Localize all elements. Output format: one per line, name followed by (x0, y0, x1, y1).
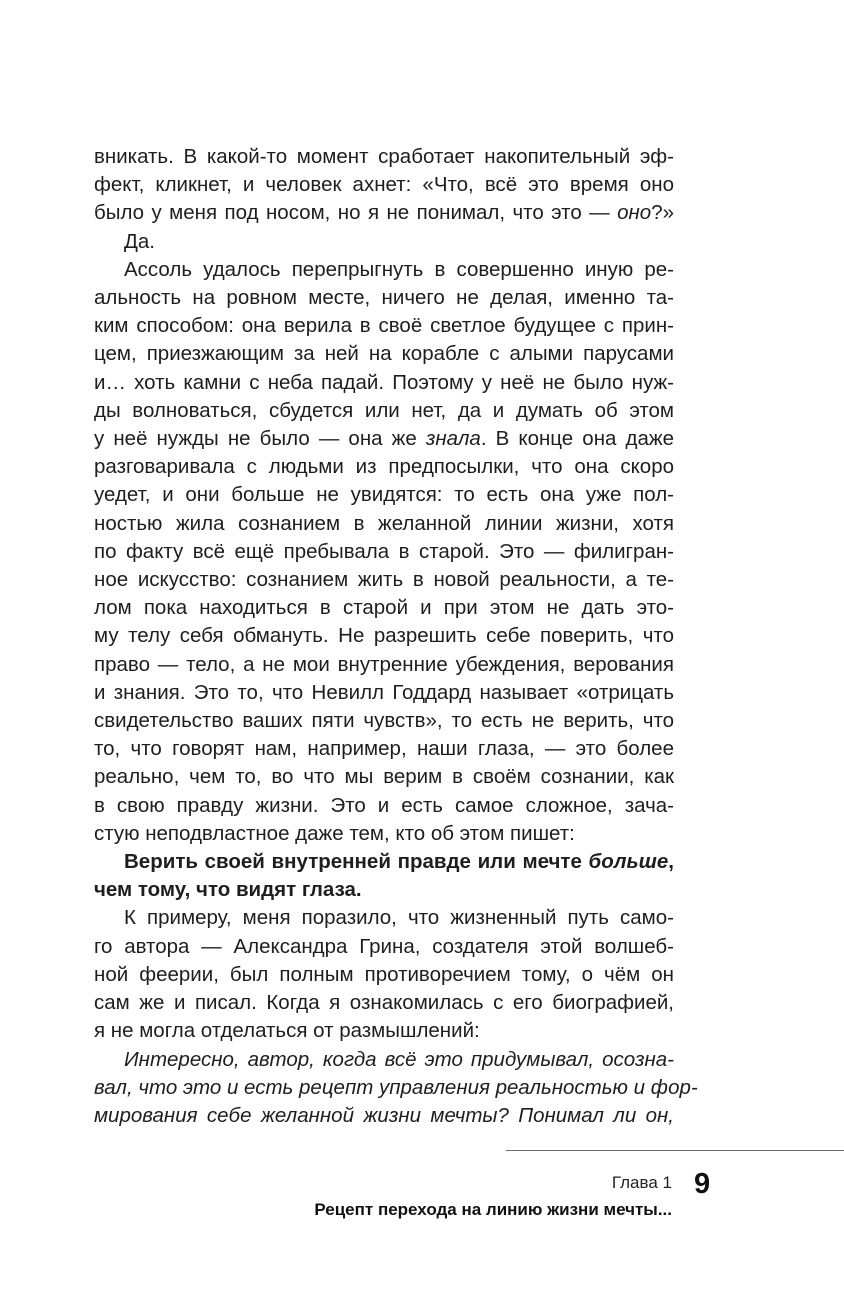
text-line: Да. (124, 229, 155, 253)
text-line: свидетельство ваших пяти чувств», то есть не верить, что (94, 709, 674, 733)
text-line: и знания. Это то, что Невилл Годдард называет «отрицать (94, 680, 674, 704)
text-line: альность на ровном месте, ничего не делая, именно та- (94, 286, 674, 310)
paragraph-2 (94, 228, 674, 256)
italic-word: знала (425, 427, 481, 451)
text-line: то, что говорят нам, например, наши глаза, — это более (94, 737, 674, 761)
text-line: лом пока находиться в старой и при этом не дать это- (94, 596, 674, 620)
text-run: у неё нужды не было — она же (94, 427, 426, 451)
text-line: чем тому, что видят глаза. (94, 878, 362, 902)
text-line: ностью жила сознанием в желанной линии жизни, хотя (94, 511, 674, 535)
page-number: 9 (694, 1168, 711, 1200)
text-line: реально, чем то, во что мы верим в своём сознании, как (94, 765, 674, 789)
text-line: вал, что это и есть рецепт управления реальностью и фор- (94, 1075, 698, 1099)
text-run: . В конце она даже (480, 427, 674, 451)
text-line: мирования себе желанной жизни мечты? Понимал ли он, (94, 1103, 674, 1127)
text-line: сам же и писал. Когда я ознакомилась с его биографией, (94, 991, 674, 1015)
text-line: Интересно, автор, когда всё это придумывал, осозна- (124, 1047, 674, 1071)
body-text (94, 143, 698, 1130)
text-line: ким способом: она верила в своё светлое будущее с прин- (94, 314, 674, 338)
text-line: ды волноваться, сбудется или нет, да и думать об этом (94, 398, 674, 422)
chapter-label: Глава 1 (611, 1173, 672, 1192)
text-line: ное искусство: сознанием жить в новой реальности, а те- (94, 568, 674, 592)
footer-divider (506, 1150, 844, 1151)
text-line (94, 848, 674, 876)
text-run: Верить своей внутренней правде или мечте (124, 850, 589, 874)
paragraph-5 (94, 904, 674, 1045)
text-line: в свою правду жизни. Это и есть самое сложное, зача- (94, 793, 674, 817)
text-line: право — тело, а не мои внутренние убеждения, верования (94, 652, 674, 676)
running-title: Рецепт перехода на линию жизни мечты... (314, 1200, 672, 1219)
text-line: ной феерии, был полным противоречием тому, о чём он (94, 962, 674, 986)
italic-word: больше (588, 850, 669, 874)
text-line: вникать. В какой-то момент сработает накопительный эф- (94, 145, 674, 168)
text-line: я не могла отделаться от размышлений: (94, 1019, 480, 1043)
italic-word: оно (617, 201, 652, 225)
text-line: К примеру, меня поразило, что жизненный путь само- (124, 906, 674, 930)
paragraph-3 (94, 256, 674, 848)
paragraph-4-emphasis (94, 848, 674, 904)
text-line: стую неподвластное даже тем, кто об этом пишет: (94, 821, 575, 845)
text-run: ?» (651, 201, 674, 225)
text-line: разговаривала с людьми из предпосылки, что она скоро (94, 455, 674, 479)
text-line: цем, приезжающим за ней на корабле с алыми парусами (94, 342, 674, 366)
text-line: и… хоть камни с неба падай. Поэтому у неё не было нуж- (94, 370, 674, 394)
text-line (94, 425, 674, 453)
text-line: Ассоль удалось перепрыгнуть в совершенно иную ре- (124, 257, 674, 281)
text-run: было у меня под носом, но я не понимал, что это — (94, 201, 618, 225)
paragraph-1 (94, 143, 674, 228)
text-line: му телу себя обмануть. Не разрешить себе поверить, что (94, 624, 674, 648)
text-line: по факту всё ещё пребывала в старой. Это — филигран- (94, 539, 674, 563)
text-line: фект, кликнет, и человек ахнет: «Что, всё это время оно (94, 173, 674, 197)
text-line (94, 199, 674, 227)
text-line: уедет, и они больше не увидятся: то есть она уже пол- (94, 483, 674, 507)
paragraph-6-italic (94, 1046, 698, 1131)
text-run: , (668, 850, 674, 874)
text-line: го автора — Александра Грина, создателя этой волшеб- (94, 934, 674, 958)
